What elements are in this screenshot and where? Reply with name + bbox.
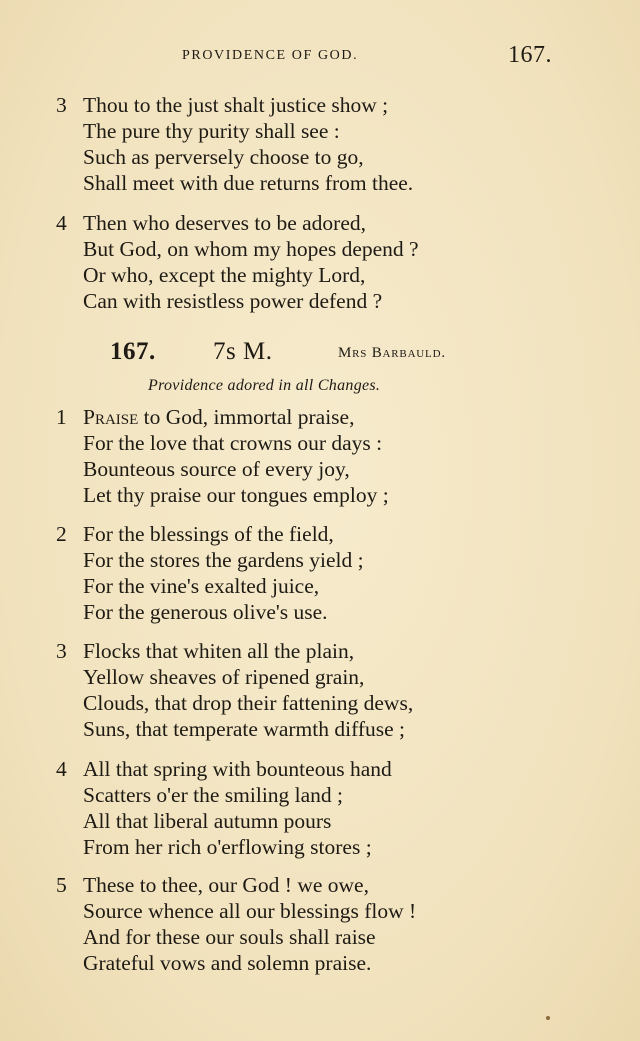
verse-line: Clouds, that drop their fattening dews, [83,691,414,715]
hymn-number: 167. [110,338,156,365]
verse-line: For the stores the gardens yield ; [83,548,364,572]
verse-line: Or who, except the mighty Lord, [83,263,366,287]
hymn-subtitle: Providence adored in all Changes. [148,377,381,394]
running-title: PROVIDENCE OF GOD. [182,48,359,63]
hymn-meter: 7s M. [213,338,273,365]
verse-line-rest: to God, immortal praise, [138,405,355,429]
stanza-number: 3 [56,93,67,117]
hymn-header [0,338,640,368]
verse-line-first [83,404,354,430]
verse-line: Shall meet with due returns from thee. [83,171,414,195]
hymn-author: Mrs Barbauld. [338,345,446,361]
verse-line: Suns, that temperate warmth diffuse ; [83,717,406,741]
verse-line: Then who deserves to be adored, [83,211,366,235]
verse-line: All that spring with bounteous hand [83,757,392,781]
verse-line: Yellow sheaves of ripened grain, [83,665,365,689]
verse-line: For the love that crowns our days : [83,431,383,455]
page-number: 167. [508,42,552,68]
verse-line: These to thee, our God ! we owe, [83,873,369,897]
verse-line: For the blessings of the field, [83,522,334,546]
verse-line: From her rich o'erflowing stores ; [83,835,372,859]
first-word: Praise [83,405,139,429]
verse-line: Can with resistless power defend ? [83,289,383,313]
stanza-number: 4 [56,757,67,781]
verse-line: Such as perversely choose to go, [83,145,364,169]
stanza-number: 2 [56,522,67,546]
ink-speck [546,1016,550,1020]
verse-line: For the generous olive's use. [83,600,328,624]
verse-line: Flocks that whiten all the plain, [83,639,355,663]
verse-line: For the vine's exalted juice, [83,574,320,598]
verse-line: Grateful vows and solemn praise. [83,951,372,975]
verse-line: The pure thy purity shall see : [83,119,340,143]
verse-line: Source whence all our blessings flow ! [83,899,417,923]
stanza-number: 3 [56,639,67,663]
stanza-number: 1 [56,405,67,429]
stanza-number: 5 [56,873,67,897]
verse-line: Let thy praise our tongues employ ; [83,483,389,507]
verse-line: Thou to the just shalt justice show ; [83,93,389,117]
verse-line: And for these our souls shall raise [83,925,376,949]
stanza-number: 4 [56,211,67,235]
verse-line: But God, on whom my hopes depend ? [83,237,419,261]
verse-line: All that liberal autumn pours [83,809,332,833]
verse-line: Bounteous source of every joy, [83,457,350,481]
verse-line: Scatters o'er the smiling land ; [83,783,344,807]
